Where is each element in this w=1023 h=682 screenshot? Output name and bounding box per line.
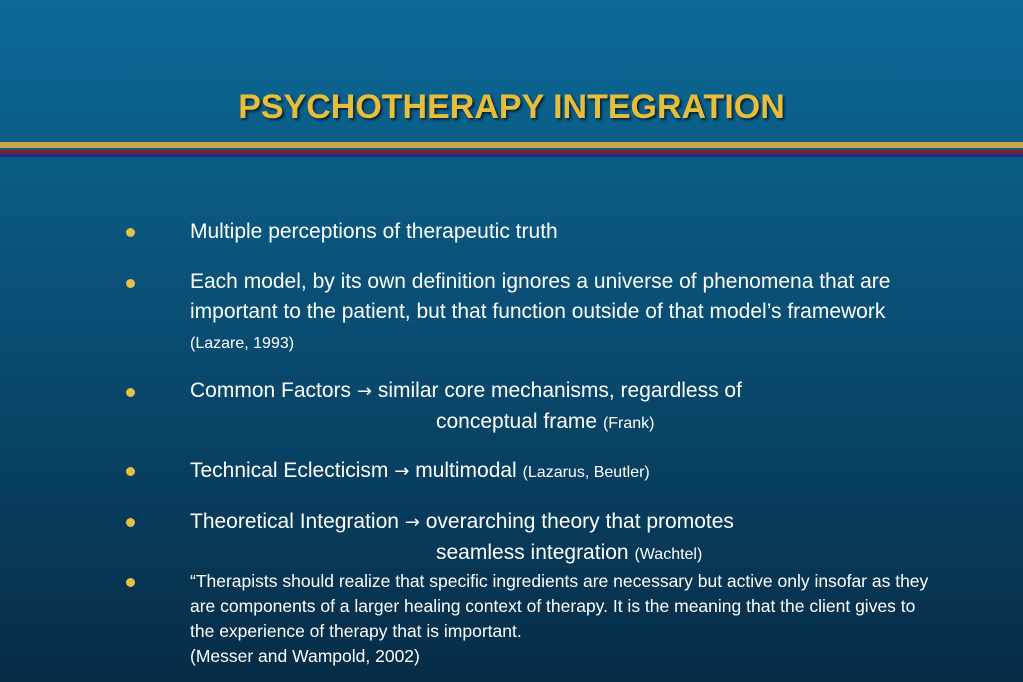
citation: (Lazare, 1993) xyxy=(190,335,295,352)
bullet-rest: overarching theory that promotes xyxy=(425,510,734,533)
bullet-item-2 xyxy=(190,267,920,359)
bullet-rest: similar core mechanisms, regardless of xyxy=(377,379,742,402)
bullet-dot xyxy=(126,467,135,476)
bullet-dot xyxy=(126,578,135,587)
right-arrow-icon: → xyxy=(356,381,372,402)
bullet-item-6 xyxy=(190,569,930,669)
bullet-dot xyxy=(126,518,135,527)
bullet-item-5 xyxy=(190,507,950,570)
bullet-continuation xyxy=(190,538,950,570)
right-arrow-icon: → xyxy=(394,461,410,482)
citation: (Wachtel) xyxy=(634,546,703,563)
right-arrow-icon: → xyxy=(404,512,420,533)
citation: (Lazarus, Beutler) xyxy=(522,464,650,481)
citation: (Messer and Wampold, 2002) xyxy=(190,646,420,666)
title-rule-navy xyxy=(0,154,1023,157)
bullet-item-3 xyxy=(190,376,950,439)
citation: (Frank) xyxy=(602,415,655,432)
bullet-rest-2: conceptual frame xyxy=(436,410,598,433)
quote-text: “Therapists should realize that specific ingredients are necessary but active only insofar as they are components of a larger healing context of therapy. It is the meaning that the client gives to the experience of therapy that is important. xyxy=(190,571,929,641)
bullet-dot xyxy=(126,228,135,237)
bullet-rest: multimodal xyxy=(415,459,517,482)
bullet-lead: Technical Eclecticism xyxy=(190,459,389,482)
bullet-dot xyxy=(126,279,135,288)
slide-title: PSYCHOTHERAPY INTEGRATION xyxy=(238,88,785,126)
title-rule-gold xyxy=(0,142,1023,148)
bullet-dot xyxy=(126,388,135,397)
bullet-lead: Common Factors xyxy=(190,379,352,402)
bullet-text: Multiple perceptions of therapeutic truth xyxy=(190,220,558,243)
bullet-item-1 xyxy=(190,217,950,247)
bullet-lead: Theoretical Integration xyxy=(190,510,399,533)
bullet-rest-2: seamless integration xyxy=(436,541,629,564)
bullet-continuation xyxy=(190,407,950,439)
bullet-item-4 xyxy=(190,456,950,488)
bullet-text: Each model, by its own definition ignores a universe of phenomena that are important to the patient, but that function outside of that model’s framework xyxy=(190,270,891,323)
